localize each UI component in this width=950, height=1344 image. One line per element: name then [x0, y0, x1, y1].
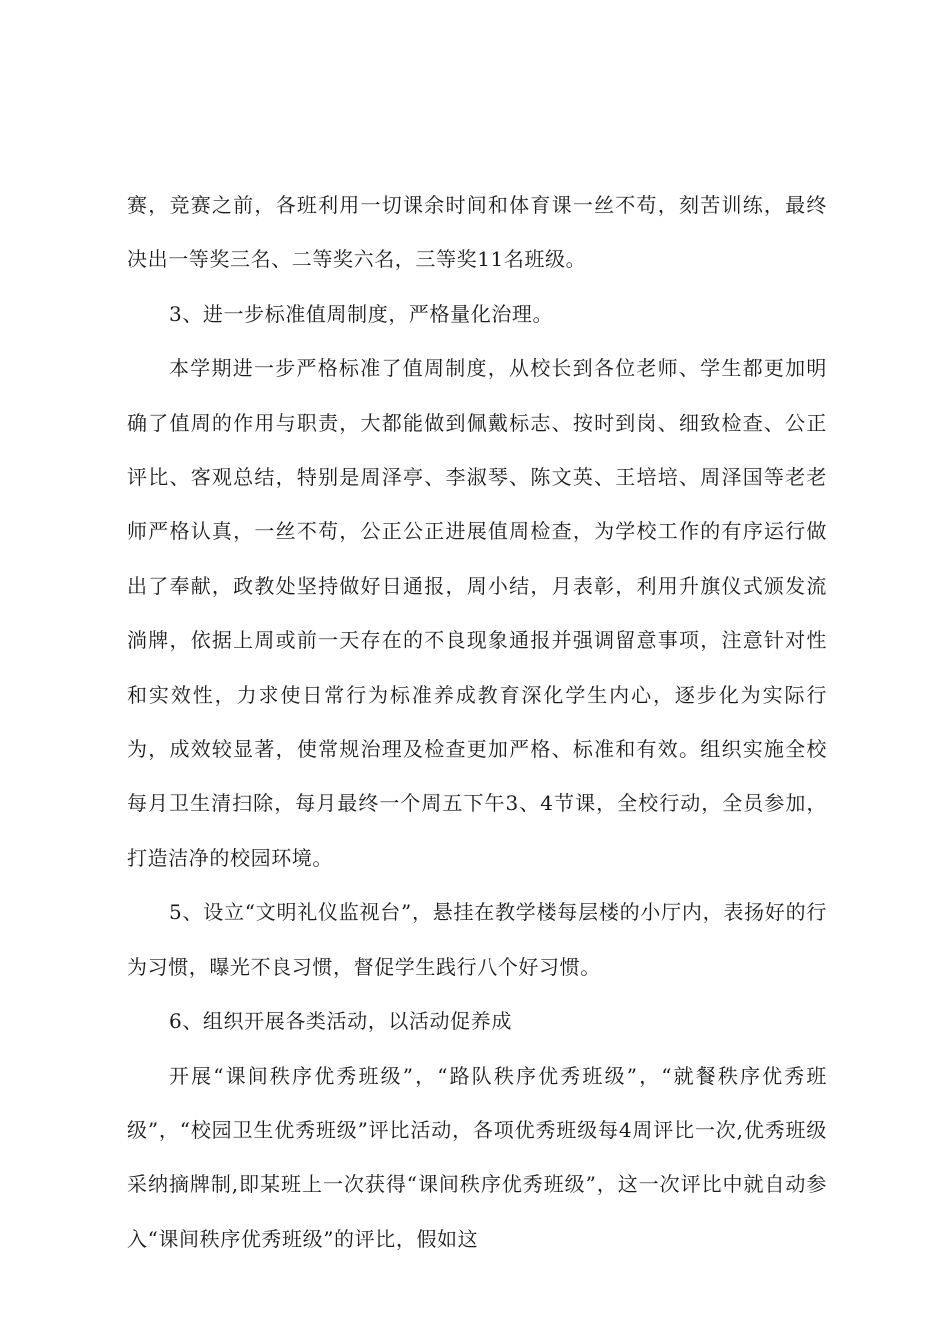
paragraph-heading-6: 6、组织开展各类活动，以活动促养成 [169, 1009, 512, 1034]
paragraph-heading-5: 5、设立“文明礼仪监视台”，悬挂在教学楼每层楼的小厅内，表扬好的行为习惯，曝光不良习惯，督促学生践行八个好习惯。 [127, 900, 827, 979]
paragraph-heading-3: 3、进一步标准值周制度，严格量化治理。 [169, 301, 554, 326]
paragraph-continuation: 赛，竞赛之前，各班利用一切课余时间和体育课一丝不苟，刻苦训练，最终决出一等奖三名、二等奖六名，三等奖11名班级。 [127, 193, 827, 272]
paragraph-class-evaluation: 开展“课间秩序优秀班级”，“路队秩序优秀班级”，“就餐秩序优秀班级”，“校园卫生优秀班级”评比活动，各项优秀班级每4周评比一次,优秀班级采纳摘牌制,即某班上一次获得“课间秩序优秀班级”，这一次评比中就自动参入“课间秩序优秀班级”的评比，假如这 [127, 1063, 827, 1251]
paragraph-duty-system: 本学期进一步严格标准了值周制度，从校长到各位老师、学生都更加明确了值周的作用与职责，大都能做到佩戴标志、按时到岗、细致检查、公正评比、客观总结，特别是周泽亭、李淑琴、陈文英、王培培、周泽国等老老师严格认真，一丝不苟，公正公正进展值周检查，为学校工作的有序运行做出了奉献，政教处坚持做好日通报，周小结，月表彰，利用升旗仪式颁发流淌牌，依据上周或前一天存在的不良现象通报并强调留意事项，注意针对性和实效性，力求使日常行为标准养成教育深化学生内心，逐步化为实际行为，成效较显著，使常规治理及检查更加严格、标准和有效。组织实施全校每月卫生清扫除，每月最终一个周五下午3、4节课，全校行动，全员参加，打造洁净的校园环境。 [127, 356, 827, 870]
document-body [127, 178, 827, 1266]
